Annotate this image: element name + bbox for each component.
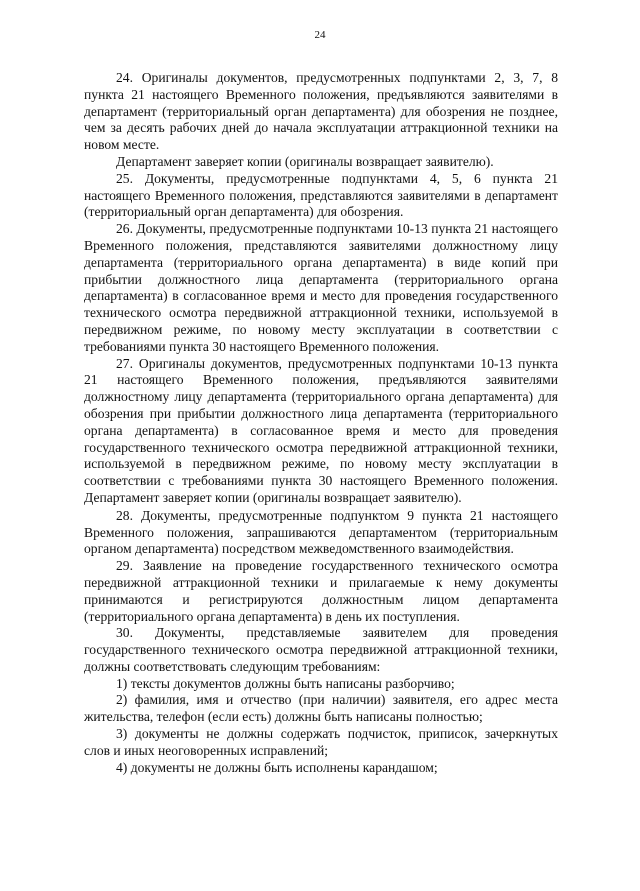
document-body (84, 70, 558, 776)
paragraph-27: 27. Оригиналы документов, предусмотренных подпунктами 10-13 пункта 21 настоящего Временного положения, предъявляются заявителями должностному лицу департамента (территориального органа департамента) для обозрения при прибытии должностного лица департамента (территориального органа департамента) в согласованное время и место для проведения государственного технического осмотра передвижной аттракционной техники, используемой в передвижном режиме, по новому месту эксплуатации в соответствии с требованиями пункта 30 настоящего Временного положения. Департамент заверяет копии (оригиналы возвращает заявителю). (84, 355, 558, 505)
paragraph-24: 24. Оригиналы документов, предусмотренных подпунктами 2, 3, 7, 8 пункта 21 настоящего Временного положения, предъявляются заявителями в департамент (территориальный орган департамента) для обозрения не позднее, чем за десять рабочих дней до начала эксплуатации аттракционной техники на новом месте. (84, 70, 558, 153)
paragraph-28: 28. Документы, предусмотренные подпунктом 9 пункта 21 настоящего Временного положения, запрашиваются департаментом (территориальным органом департамента) посредством межведомственного взаимодействия. (84, 507, 558, 557)
paragraph-26: 26. Документы, предусмотренные подпунктами 10-13 пункта 21 настоящего Временного положения, представляются заявителями должностному лицу департамента (территориального органа департамента) в виде копий при прибытии должностного лица департамента (территориального органа департамента) в согласованное время и место для проведения государственного технического осмотра передвижной аттракционной техники, используемой в передвижном режиме, по новому месту эксплуатации в соответствии с требованиями пункта 30 настоящего Временного положения. (84, 221, 558, 354)
paragraph-25: 25. Документы, предусмотренные подпунктами 4, 5, 6 пункта 21 настоящего Временного положения, представляются заявителями в департамент (территориальный орган департамента) для обозрения. (84, 170, 558, 220)
requirement-2: 2) фамилия, имя и отчество (при наличии) заявителя, его адрес места жительства, телефон (если есть) должны быть написаны полностью; (84, 692, 558, 725)
page-number: 24 (314, 29, 326, 41)
requirement-4: 4) документы не должны быть исполнены карандашом; (116, 759, 438, 775)
paragraph-30: 30. Документы, представляемые заявителем для проведения государственного технического осмотра передвижной аттракционной техники, должны соответствовать следующим требованиям: (84, 625, 558, 674)
paragraph-24-certification: Департамент заверяет копии (оригиналы возвращает заявителю). (116, 153, 494, 169)
requirement-3: 3) документы не должны содержать подчисток, приписок, зачеркнутых слов и иных неоговоренных исправлений; (84, 726, 558, 758)
requirement-1: 1) тексты документов должны быть написаны разборчиво; (116, 675, 455, 691)
paragraph-29: 29. Заявление на проведение государственного технического осмотра передвижной аттракционной техники и прилагаемые к нему документы принимаются и регистрируются должностным лицом департамента (территориального органа департамента) в день их поступления. (84, 558, 558, 624)
